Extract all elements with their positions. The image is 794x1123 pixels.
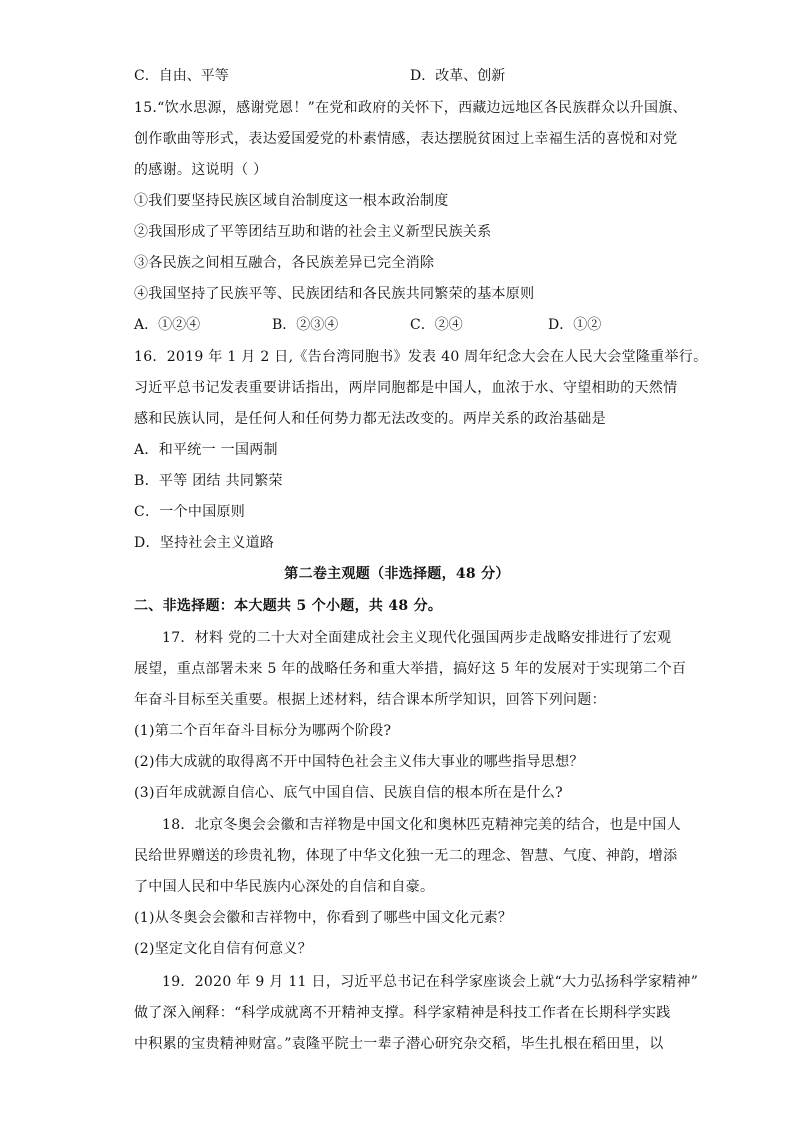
section-title: 第二卷主观题（非选择题，48 分） — [284, 566, 510, 582]
q16-stem-line-2: 习近平总书记发表重要讲话指出，两岸同胞都是中国人，血浓于水、守望相助的天然情 — [134, 380, 678, 396]
q16-stem-line-3: 感和民族认同，是任何人和任何势力都无法改变的。两岸关系的政治基础是 — [134, 411, 606, 427]
q19-stem-line-2: 做了深入阐释：“科学成就离不开精神支撑。科学家精神是科技工作者在长期科学实践 — [134, 1005, 671, 1021]
q19-stem-line-3: 中积累的宝贵精神财富。”袁隆平院士一辈子潜心研究杂交稻，毕生扎根在稻田里，以 — [134, 1036, 664, 1052]
q18-sub-2: (2)坚定文化自信有何意义？ — [134, 941, 313, 957]
q17-stem-line-1: 17．材料 党的二十大对全面建成社会主义现代化强国两步走战略安排进行了宏观 — [162, 630, 672, 646]
q15-item-4: ④我国坚持了民族平等、民族团结和各民族共同繁荣的基本原则 — [134, 286, 535, 302]
q15-option-c: C．②④ — [410, 317, 463, 333]
q16-stem-line-1: 16．2019 年 1 月 2 日,《告台湾同胞书》发表 40 周年纪念大会在人民大会堂隆重举行。 — [134, 349, 708, 365]
q15-item-3: ③各民族之间相互融合，各民族差异已完全消除 — [134, 255, 435, 271]
q18-stem-line-2: 民给世界赠送的珍贵礼物，体现了中华文化独一无二的理念、智慧、气度、神韵，增添 — [134, 848, 678, 864]
q15-stem-line-3: 的感谢。这说明（ ） — [134, 162, 268, 178]
q18-stem-line-3: 了中国人民和中华民族内心深处的自信和自豪。 — [134, 879, 435, 895]
q15-stem-line-2: 创作歌曲等形式，表达爱国爱党的朴素情感，表达摆脱贫困过上幸福生活的喜悦和对党 — [134, 131, 678, 147]
q15-option-b: B．②③④ — [272, 317, 339, 333]
q15-option-d: D．①② — [548, 317, 602, 333]
q15-item-1: ①我们要坚持民族区域自治制度这一根本政治制度 — [134, 193, 449, 209]
q18-stem-line-1: 18．北京冬奥会会徽和吉祥物是中国文化和奥林匹克精神完美的结合，也是中国人 — [162, 817, 681, 833]
part-heading: 二、非选择题：本大题共 5 个小题，共 48 分。 — [134, 598, 443, 614]
q15-option-a: A．①②④ — [134, 317, 201, 333]
q19-stem-line-1: 19．2020 年 9 月 11 日，习近平总书记在科学家座谈会上就“大力弘扬科学家精神” — [162, 974, 699, 990]
q18-sub-1: (1)从冬奥会会徽和吉祥物中，你看到了哪些中国文化元素？ — [134, 910, 513, 926]
q16-option-b: B．平等 团结 共同繁荣 — [134, 473, 283, 489]
q15-stem-line-1: 15.“饮水思源，感谢党恩！”在党和政府的关怀下，西藏边远地区各民族群众以升国旗、 — [134, 100, 687, 116]
q17-stem-line-3: 年奋斗目标至关重要。根据上述材料，结合课本所学知识，回答下列问题： — [134, 692, 606, 708]
q14-option-d: D．改革、创新 — [410, 68, 506, 84]
q17-sub-2: (2)伟大成就的取得离不开中国特色社会主义伟大事业的哪些指导思想？ — [134, 754, 584, 770]
q14-option-c: C．自由、平等 — [134, 68, 229, 84]
q15-item-2: ②我国形成了平等团结互助和谐的社会主义新型民族关系 — [134, 224, 492, 240]
q17-stem-line-2: 展望，重点部署未来 5 年的战略任务和重大举措，搞好这 5 年的发展对于实现第二个百 — [134, 661, 687, 677]
q16-option-a: A．和平统一 一国两制 — [134, 442, 278, 458]
q17-sub-1: (1)第二个百年奋斗目标分为哪两个阶段? — [134, 723, 392, 739]
q16-option-d: D．坚持社会主义道路 — [134, 535, 275, 551]
q16-option-c: C．一个中国原则 — [134, 504, 246, 520]
q17-sub-3: (3)百年成就源自信心、底气中国自信、民族自信的根本所在是什么? — [134, 785, 563, 801]
